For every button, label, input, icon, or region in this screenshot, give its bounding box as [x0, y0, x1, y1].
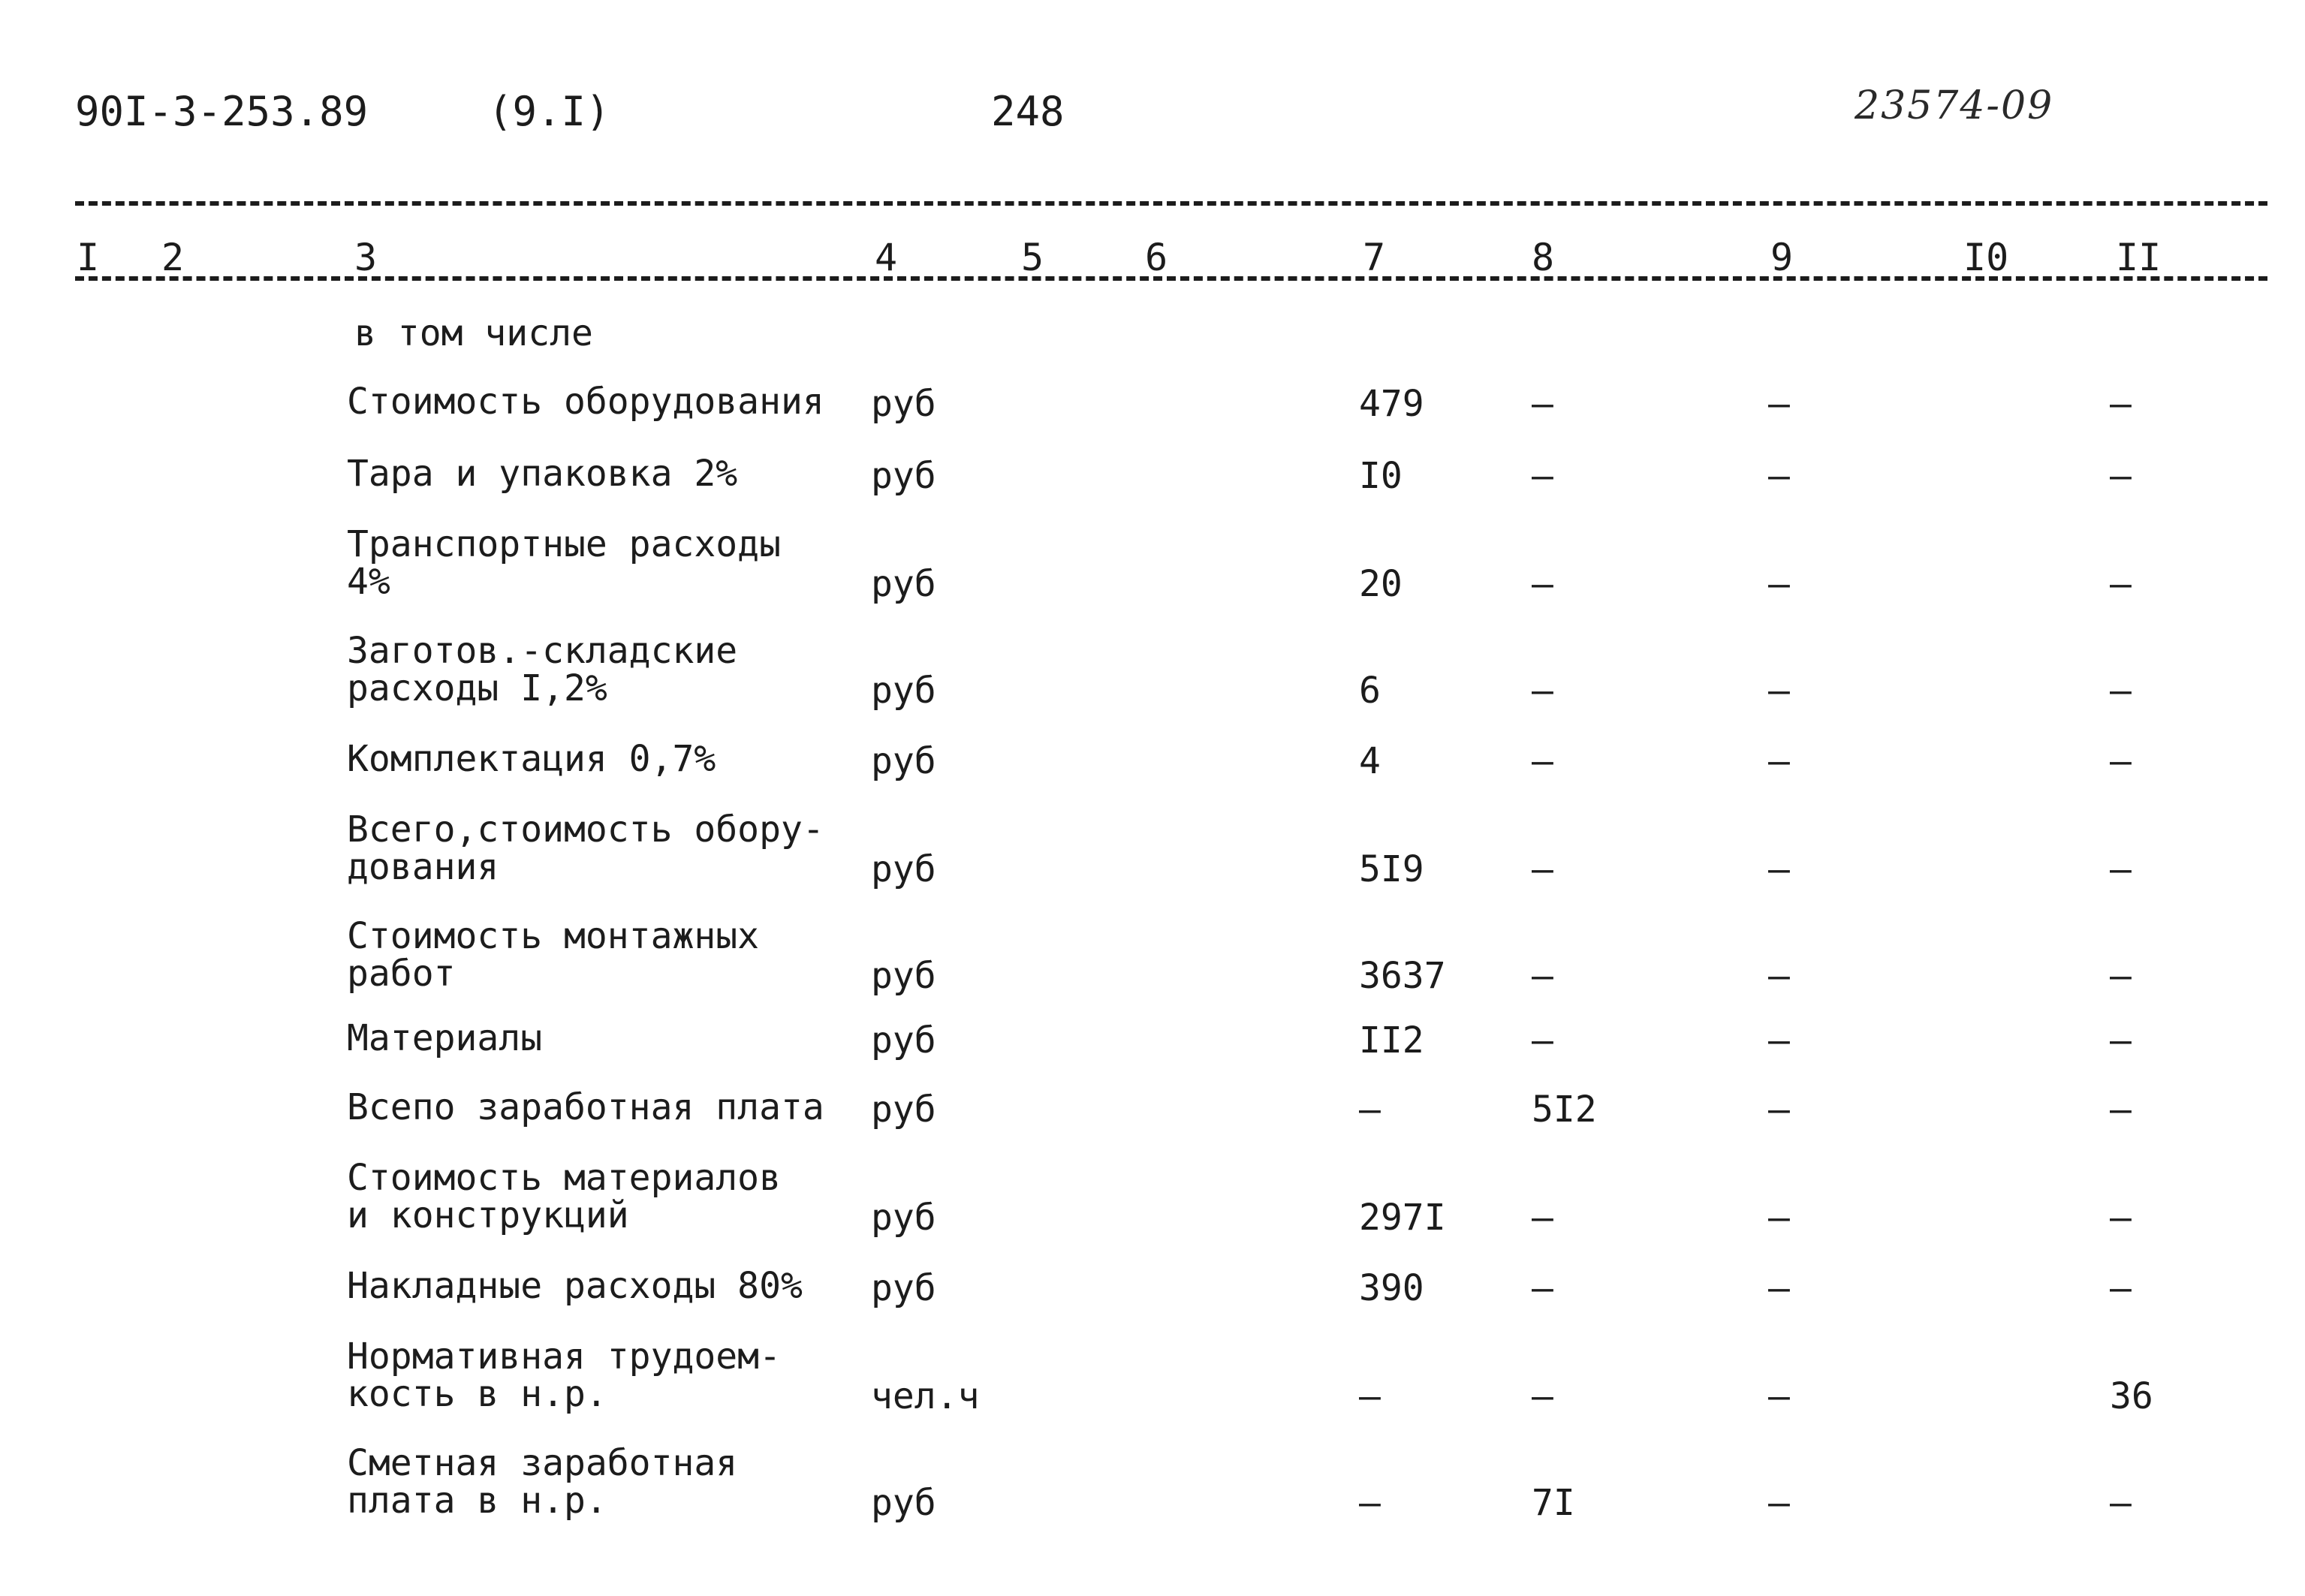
- cell-col7: II2: [1359, 1019, 1424, 1061]
- top-dashed-rule: [75, 201, 2267, 206]
- cell-col9: –: [1768, 1019, 1790, 1061]
- document-code: 90I-3-253.89: [75, 88, 369, 135]
- cell-col9: –: [1768, 740, 1790, 782]
- cell-col11: –: [2110, 1482, 2132, 1524]
- intro-text: в том числе: [354, 312, 593, 354]
- row-unit: руб: [871, 1089, 936, 1131]
- row-description: Стоимость оборудования: [347, 381, 824, 423]
- cell-col7: 297I: [1359, 1197, 1446, 1239]
- row-unit: руб: [871, 563, 936, 605]
- row-description: Стоимость монтажных работ: [347, 915, 760, 995]
- row-description: Транспортные расходы 4%: [347, 523, 781, 603]
- cell-col11: –: [2110, 563, 2132, 605]
- cell-col11: –: [2110, 1089, 2132, 1131]
- row-unit: руб: [871, 1482, 936, 1524]
- row-description: Комплектация 0,7%: [347, 738, 716, 780]
- cell-col7: 479: [1359, 383, 1424, 425]
- row-unit: руб: [871, 1019, 936, 1061]
- cell-col8: –: [1532, 455, 1553, 497]
- cell-col7: –: [1359, 1375, 1381, 1417]
- cell-col7: 5I9: [1359, 848, 1424, 890]
- row-unit: руб: [871, 955, 936, 997]
- cell-col9: –: [1768, 455, 1790, 497]
- handwritten-inventory-number: 23574-09: [1855, 83, 2054, 128]
- cell-col7: 3637: [1359, 955, 1446, 997]
- cell-col8: –: [1532, 383, 1553, 425]
- cell-col7: –: [1359, 1482, 1381, 1524]
- column-number: I0: [1963, 236, 2009, 279]
- column-number: 6: [1145, 236, 1168, 279]
- cell-col11: –: [2110, 383, 2132, 425]
- cell-col9: –: [1768, 955, 1790, 997]
- column-number: 7: [1363, 236, 1386, 279]
- cell-col7: 20: [1359, 563, 1403, 605]
- cell-col9: –: [1768, 1482, 1790, 1524]
- cell-col11: –: [2110, 1019, 2132, 1061]
- row-description: Сметная заработная плата в н.р.: [347, 1442, 738, 1522]
- cell-col8: –: [1532, 1375, 1553, 1417]
- cell-col8: –: [1532, 1267, 1553, 1309]
- cell-col11: –: [2110, 955, 2132, 997]
- column-number: 8: [1532, 236, 1555, 279]
- cell-col11: –: [2110, 670, 2132, 712]
- cell-col11: –: [2110, 1267, 2132, 1309]
- cell-col11: –: [2110, 455, 2132, 497]
- cell-col7: 6: [1359, 670, 1381, 712]
- cell-col11: –: [2110, 1197, 2132, 1239]
- row-unit: руб: [871, 455, 936, 497]
- row-unit: руб: [871, 383, 936, 425]
- row-unit: руб: [871, 848, 936, 890]
- cell-col8: –: [1532, 1019, 1553, 1061]
- row-description: Нормативная трудоем- кость в н.р.: [347, 1336, 781, 1415]
- column-number: 9: [1770, 236, 1794, 279]
- row-description: Заготов.-складские расходы I,2%: [347, 630, 738, 709]
- cell-col8: –: [1532, 848, 1553, 890]
- cell-col11: 36: [2110, 1375, 2153, 1417]
- row-unit: руб: [871, 1197, 936, 1239]
- cell-col9: –: [1768, 383, 1790, 425]
- column-header-dashed-rule: [75, 276, 2267, 281]
- cell-col9: –: [1768, 670, 1790, 712]
- row-unit: руб: [871, 670, 936, 712]
- row-description: Материалы: [347, 1017, 543, 1059]
- row-description: Всего,стоимость обору- дования: [347, 809, 824, 888]
- row-description: Тара и упаковка 2%: [347, 453, 738, 495]
- row-description: Накладные расходы 80%: [347, 1265, 803, 1307]
- cell-col8: –: [1532, 1197, 1553, 1239]
- row-description: Всепо заработная плата: [347, 1086, 824, 1128]
- cell-col7: 390: [1359, 1267, 1424, 1309]
- cell-col11: –: [2110, 848, 2132, 890]
- cell-col11: –: [2110, 740, 2132, 782]
- cell-col9: –: [1768, 563, 1790, 605]
- cell-col8: –: [1532, 563, 1553, 605]
- column-number: 3: [354, 236, 378, 279]
- row-unit: чел.ч: [871, 1375, 980, 1417]
- column-number: I: [77, 236, 100, 279]
- cell-col8: –: [1532, 740, 1553, 782]
- cell-col8: 7I: [1532, 1482, 1575, 1524]
- row-unit: руб: [871, 1267, 936, 1309]
- column-number: 2: [161, 236, 185, 279]
- column-number: 5: [1021, 236, 1044, 279]
- page-number: 248: [991, 88, 1065, 135]
- cell-col7: I0: [1359, 455, 1403, 497]
- column-number: 4: [875, 236, 898, 279]
- cell-col8: 5I2: [1532, 1089, 1597, 1131]
- cell-col9: –: [1768, 1197, 1790, 1239]
- section-number: (9.I): [488, 88, 610, 135]
- row-unit: руб: [871, 740, 936, 782]
- cell-col8: –: [1532, 670, 1553, 712]
- cell-col8: –: [1532, 955, 1553, 997]
- cell-col9: –: [1768, 1089, 1790, 1131]
- cell-col7: 4: [1359, 740, 1381, 782]
- column-number: II: [2116, 236, 2162, 279]
- cell-col9: –: [1768, 1375, 1790, 1417]
- cell-col7: –: [1359, 1089, 1381, 1131]
- cell-col9: –: [1768, 1267, 1790, 1309]
- row-description: Стоимость материалов и конструкций: [347, 1157, 781, 1236]
- cell-col9: –: [1768, 848, 1790, 890]
